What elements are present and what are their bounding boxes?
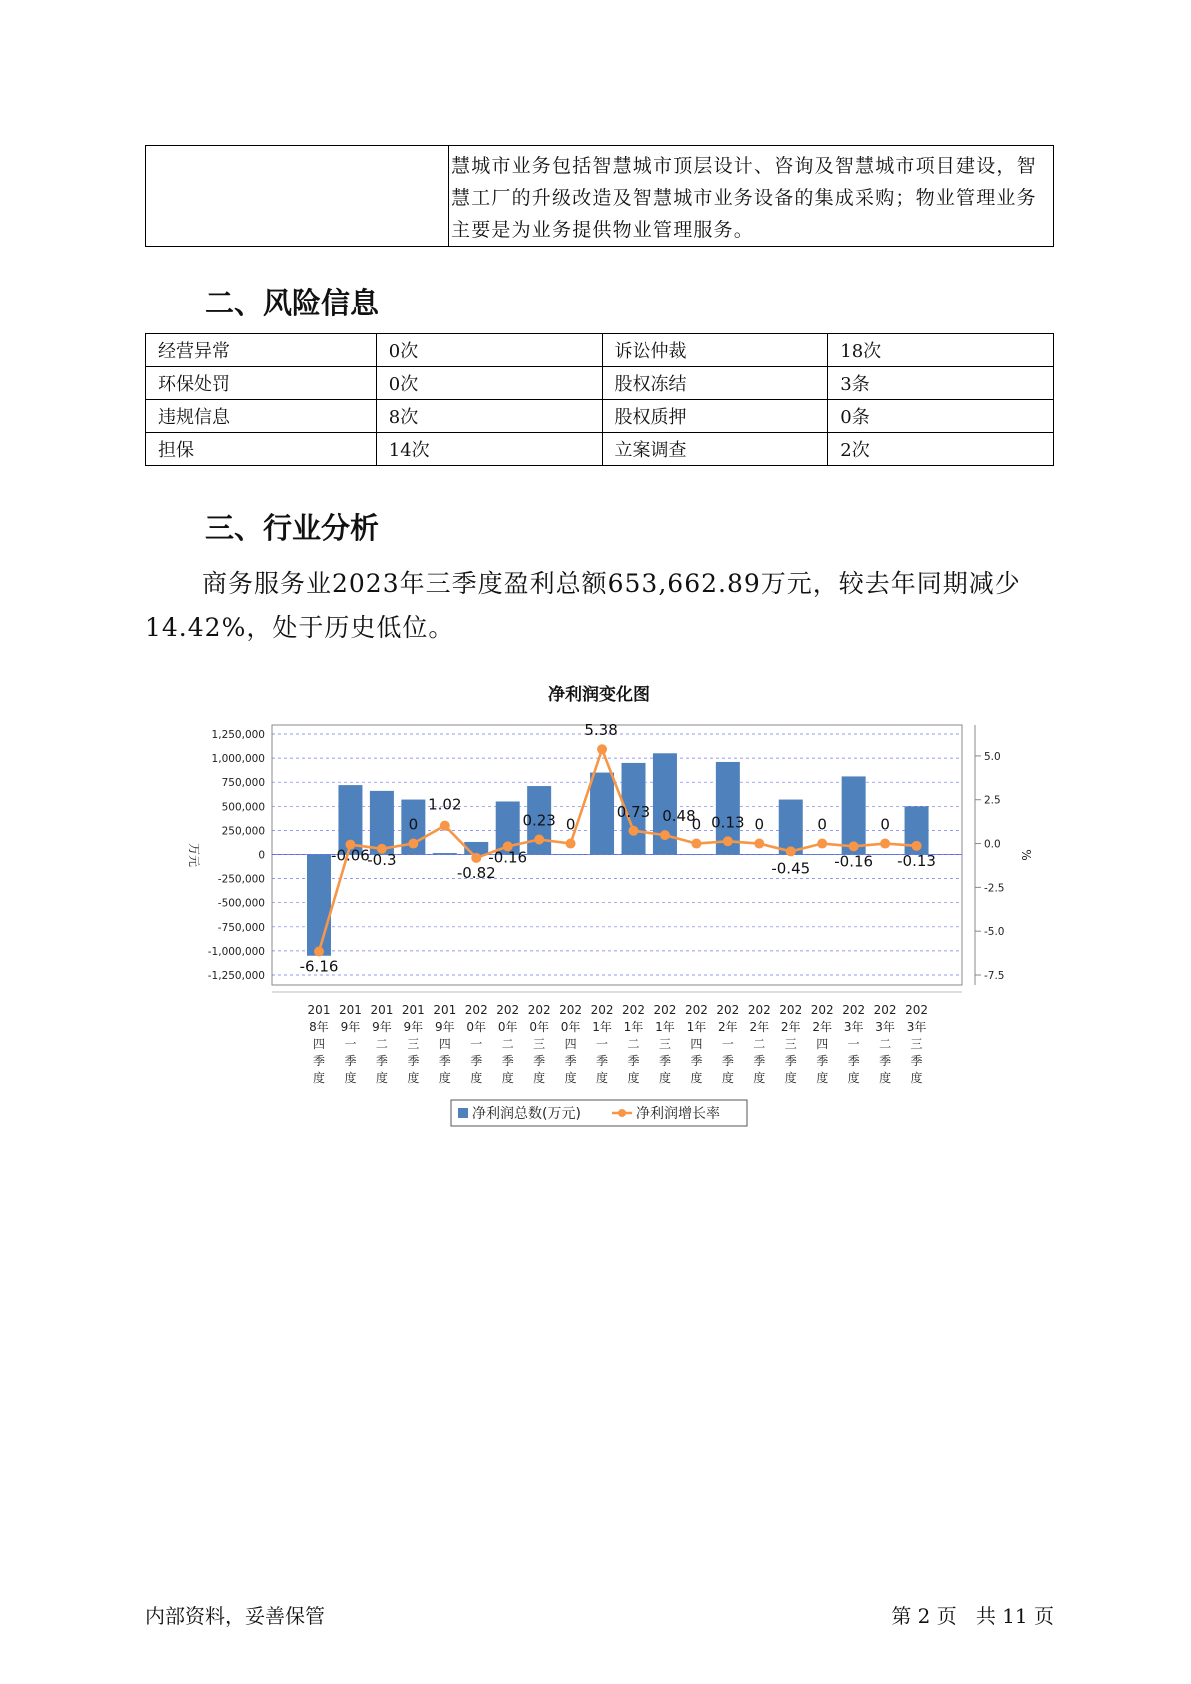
x-tick-label: 202 <box>716 1003 740 1017</box>
x-tick-label: 202 <box>905 1003 929 1017</box>
x-tick-label: 度 <box>312 1071 326 1085</box>
x-tick-label: 3年 <box>843 1020 864 1034</box>
risk-value: 0条 <box>828 400 1054 433</box>
risk-value: 3条 <box>828 367 1054 400</box>
growth-point <box>817 839 827 849</box>
legend-bar-swatch <box>458 1108 468 1118</box>
x-tick-label: 二 <box>501 1037 514 1051</box>
x-tick-label: 季 <box>879 1054 892 1068</box>
risk-heading: 二、风险信息 <box>205 286 380 320</box>
x-tick-label: 202 <box>653 1003 677 1017</box>
x-tick-label: 0年 <box>497 1020 518 1034</box>
y-tick-label: -750,000 <box>217 921 265 934</box>
x-tick-label: 度 <box>784 1071 797 1085</box>
y-tick-label: 1,250,000 <box>211 729 265 741</box>
x-tick-label: 度 <box>879 1071 892 1085</box>
table-row <box>146 334 1054 367</box>
y-tick-label: 1,000,000 <box>211 753 265 766</box>
x-tick-label: 201 <box>338 1003 362 1017</box>
x-tick-label: 202 <box>810 1003 834 1017</box>
risk-label: 担保 <box>146 433 377 466</box>
footer-page-number: 第 2 页 共 11 页 <box>891 1604 1054 1628</box>
y-tick-label: 750,000 <box>221 777 265 790</box>
bar <box>779 800 803 855</box>
intro-table-text: 慧城市业务包括智慧城市顶层设计、咨询及智慧城市项目建设，智慧工厂的升级改造及智慧城市业务设备的集成采购；物业管理业务主要是为业务提供物业管理服务。 <box>449 146 1054 247</box>
x-tick-label: 季 <box>910 1054 923 1068</box>
x-tick-label: 度 <box>847 1071 860 1085</box>
intro-table-empty-cell <box>146 146 449 247</box>
legend-line-label: 净利润增长率 <box>636 1106 720 1122</box>
bar <box>684 855 708 856</box>
data-label: 0 <box>691 815 702 834</box>
x-tick-label: 三 <box>533 1037 546 1051</box>
x-tick-label: 四 <box>312 1037 326 1051</box>
x-tick-label: 2年 <box>812 1020 833 1034</box>
data-label: -0.13 <box>897 851 936 870</box>
data-label: 0.73 <box>616 802 651 821</box>
data-label: 1.02 <box>428 795 462 814</box>
risk-label: 股权质押 <box>602 400 828 433</box>
x-tick-label: 季 <box>344 1054 357 1068</box>
x-tick-label: 季 <box>564 1054 577 1068</box>
x-tick-label: 季 <box>753 1054 766 1068</box>
x-tick-label: 季 <box>627 1054 640 1068</box>
growth-point <box>440 821 450 831</box>
growth-point <box>880 839 890 849</box>
x-tick-label: 9年 <box>434 1020 455 1034</box>
growth-point <box>408 839 418 849</box>
growth-point <box>534 835 544 845</box>
table-row <box>146 367 1054 400</box>
x-tick-label: 三 <box>658 1037 671 1051</box>
x-tick-label: 201 <box>307 1003 331 1017</box>
x-tick-label: 季 <box>438 1054 451 1068</box>
bar <box>747 855 771 856</box>
x-tick-label: 二 <box>753 1037 766 1051</box>
risk-value: 18次 <box>828 334 1054 367</box>
x-tick-label: 度 <box>658 1071 671 1085</box>
x-tick-label: 202 <box>842 1003 866 1017</box>
risk-value: 8次 <box>376 400 602 433</box>
x-tick-label: 度 <box>501 1071 514 1085</box>
x-tick-label: 度 <box>438 1071 451 1085</box>
x-tick-label: 度 <box>470 1071 483 1085</box>
data-label: 0.48 <box>662 807 696 826</box>
x-tick-label: 度 <box>344 1071 357 1085</box>
x-tick-label: 1年 <box>623 1020 644 1034</box>
x-tick-label: 二 <box>375 1037 388 1051</box>
x-tick-label: 2年 <box>718 1020 738 1034</box>
x-tick-label: 202 <box>464 1003 488 1017</box>
x-tick-label: 度 <box>910 1071 923 1085</box>
x-tick-label: 202 <box>622 1003 645 1017</box>
risk-label: 经营异常 <box>146 334 377 367</box>
x-tick-label: 二 <box>627 1037 640 1051</box>
bar <box>307 855 331 956</box>
risk-label: 诉讼仲裁 <box>602 334 828 367</box>
x-tick-label: 202 <box>684 1003 708 1017</box>
x-tick-label: 季 <box>470 1054 483 1068</box>
data-label: -6.16 <box>299 957 339 976</box>
growth-point <box>597 744 607 754</box>
chart-title: 净利润变化图 <box>548 685 650 705</box>
risk-value: 14次 <box>376 433 602 466</box>
x-tick-label: 201 <box>370 1003 394 1017</box>
x-tick-label: 202 <box>747 1003 771 1017</box>
y2-tick-label: -7.5 <box>984 970 1005 982</box>
data-label: 0.23 <box>522 811 556 830</box>
x-tick-label: 季 <box>721 1054 734 1068</box>
x-tick-label: 度 <box>816 1071 829 1085</box>
footer-left: 内部资料，妥善保管 <box>145 1604 325 1628</box>
bar <box>433 853 457 854</box>
x-tick-label: 二 <box>879 1037 892 1051</box>
growth-point <box>660 830 670 840</box>
x-tick-label: 3年 <box>906 1020 927 1034</box>
y2-tick-label: 5.0 <box>984 750 1001 763</box>
data-label: 5.38 <box>584 721 618 740</box>
x-tick-label: 202 <box>779 1003 803 1017</box>
risk-value: 0次 <box>376 334 602 367</box>
risk-label: 环保处罚 <box>146 367 377 400</box>
y-tick-label: -250,000 <box>217 873 265 886</box>
x-tick-label: 度 <box>533 1071 546 1085</box>
x-tick-label: 季 <box>375 1054 388 1068</box>
risk-value: 2次 <box>828 433 1054 466</box>
data-label: -0.45 <box>771 859 811 878</box>
x-tick-label: 3年 <box>875 1020 895 1034</box>
table-row <box>146 433 1054 466</box>
data-label: -0.82 <box>456 863 496 882</box>
growth-point <box>723 836 733 846</box>
data-label: -0.16 <box>834 852 874 871</box>
y2-axis-label: % <box>1019 849 1033 861</box>
x-tick-label: 2年 <box>749 1020 770 1034</box>
x-tick-label: 0年 <box>560 1020 581 1034</box>
risk-table <box>145 333 1054 466</box>
x-tick-label: 202 <box>873 1003 897 1017</box>
x-tick-label: 度 <box>690 1071 703 1085</box>
y-tick-label: -1,000,000 <box>207 945 265 958</box>
y-axis-label: 万元 <box>187 842 201 868</box>
x-tick-label: 202 <box>496 1003 520 1017</box>
growth-point <box>566 839 576 849</box>
y-tick-label: 250,000 <box>221 825 265 838</box>
x-tick-label: 9年 <box>403 1020 424 1034</box>
x-tick-label: 季 <box>816 1054 829 1068</box>
x-tick-label: 度 <box>564 1071 577 1085</box>
x-tick-label: 季 <box>501 1054 514 1068</box>
x-tick-label: 季 <box>658 1054 671 1068</box>
x-tick-label: 202 <box>559 1003 583 1017</box>
x-tick-label: 度 <box>407 1071 420 1085</box>
risk-value: 0次 <box>376 367 602 400</box>
x-tick-label: 0年 <box>529 1020 549 1034</box>
x-tick-label: 三 <box>407 1037 420 1051</box>
growth-point <box>912 841 922 851</box>
x-tick-label: 2年 <box>780 1020 801 1034</box>
growth-point <box>786 846 796 856</box>
x-tick-label: 一 <box>470 1037 483 1051</box>
x-tick-label: 度 <box>627 1071 640 1085</box>
data-label: 0 <box>817 815 827 834</box>
data-label: -0.06 <box>331 846 370 865</box>
growth-point <box>691 839 701 849</box>
risk-label: 违规信息 <box>146 400 377 433</box>
bar <box>559 855 583 856</box>
data-label: -0.3 <box>367 850 397 869</box>
legend-bar-label: 净利润总数(万元) <box>472 1106 581 1122</box>
risk-label: 股权冻结 <box>602 367 828 400</box>
y2-tick-label: -5.0 <box>984 926 1005 939</box>
x-tick-label: 季 <box>784 1054 797 1068</box>
bar <box>873 855 897 856</box>
data-label: -0.16 <box>488 848 528 867</box>
x-tick-label: 度 <box>375 1071 388 1085</box>
x-tick-label: 202 <box>527 1003 551 1017</box>
x-tick-label: 9年 <box>340 1020 361 1034</box>
bar <box>810 855 834 856</box>
x-tick-label: 9年 <box>372 1020 392 1034</box>
legend-line-marker <box>618 1109 626 1117</box>
y-tick-label: 500,000 <box>221 801 265 814</box>
x-tick-label: 季 <box>847 1054 860 1068</box>
growth-point <box>629 826 639 836</box>
x-tick-label: 202 <box>590 1003 614 1017</box>
x-tick-label: 三 <box>910 1037 923 1051</box>
x-tick-label: 四 <box>816 1037 829 1051</box>
x-tick-label: 201 <box>401 1003 425 1017</box>
x-tick-label: 季 <box>596 1054 609 1068</box>
x-tick-label: 四 <box>564 1037 577 1051</box>
x-tick-label: 1年 <box>686 1020 707 1034</box>
y-tick-label: 0 <box>258 849 265 862</box>
y-tick-label: -1,250,000 <box>207 970 265 982</box>
net-profit-chart <box>0 670 1191 1140</box>
industry-paragraph: 商务服务业2023年三季度盈利总额653,662.89万元，较去年同期减少14.42%，处于历史低位。 <box>145 569 1021 642</box>
risk-label: 立案调查 <box>602 433 828 466</box>
x-tick-label: 四 <box>690 1037 703 1051</box>
x-tick-label: 201 <box>433 1003 457 1017</box>
x-tick-label: 一 <box>721 1037 734 1051</box>
data-label: 0 <box>754 815 765 834</box>
x-tick-label: 季 <box>533 1054 546 1068</box>
table-row <box>146 400 1054 433</box>
growth-point <box>754 839 764 849</box>
industry-heading: 三、行业分析 <box>205 511 380 545</box>
data-label: 0 <box>565 815 576 834</box>
x-tick-label: 一 <box>344 1037 357 1051</box>
x-tick-label: 季 <box>690 1054 703 1068</box>
data-label: 0.13 <box>711 813 745 832</box>
x-tick-label: 8年 <box>309 1020 329 1034</box>
bar <box>590 773 614 855</box>
intro-table <box>145 145 1054 247</box>
y2-tick-label: 0.0 <box>984 838 1001 851</box>
growth-point <box>471 853 481 863</box>
x-tick-label: 度 <box>596 1071 609 1085</box>
y2-tick-label: -2.5 <box>984 882 1005 895</box>
x-tick-label: 度 <box>721 1071 734 1085</box>
growth-point <box>314 947 324 957</box>
x-tick-label: 1年 <box>592 1020 612 1034</box>
growth-point <box>849 841 859 851</box>
data-label: 0 <box>408 815 419 834</box>
x-tick-label: 四 <box>438 1037 451 1051</box>
x-tick-label: 一 <box>596 1037 609 1051</box>
y-tick-label: -500,000 <box>217 897 265 910</box>
x-tick-label: 度 <box>753 1071 766 1085</box>
x-tick-label: 季 <box>312 1054 326 1068</box>
x-tick-label: 一 <box>847 1037 860 1051</box>
y2-tick-label: 2.5 <box>984 794 1001 807</box>
data-label: 0 <box>880 815 890 834</box>
x-tick-label: 1年 <box>655 1020 675 1034</box>
x-tick-label: 季 <box>407 1054 420 1068</box>
x-tick-label: 三 <box>784 1037 797 1051</box>
x-tick-label: 0年 <box>466 1020 487 1034</box>
